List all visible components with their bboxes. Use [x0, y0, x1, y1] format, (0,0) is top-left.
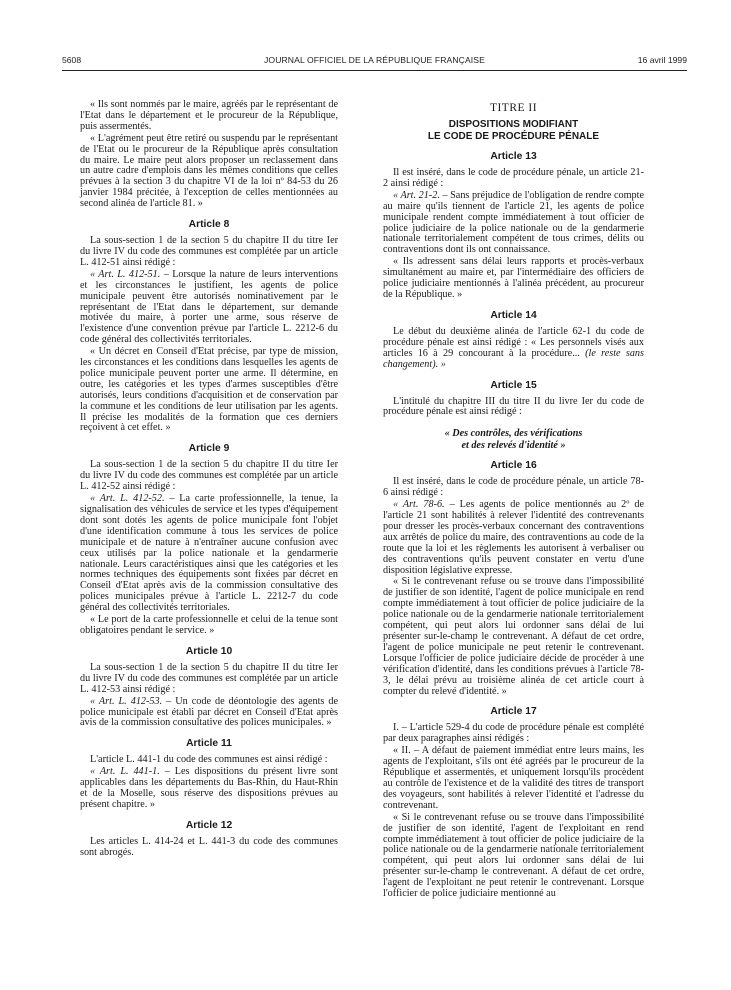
paragraph: « Le port de la carte professionnelle et celui de la tenue sont obligatoires pendant le service. »	[80, 614, 338, 636]
paragraph	[383, 327, 644, 371]
paragraph: « Si le contrevenant refuse ou se trouve dans l'impossibilité de justifier de son identité, l'agent de l'exploitant en rend compte immédiatement à tout officier de police judiciaire de la police nationale ou de la gendarmerie nationale territorialement compétent, qui peut alors lui ordonner sans délai de lui présenter sur-le-champ le contrevenant. A défaut de cet ordre, l'agent de l'exploitant ne peut retenir le contrevenant. Lorsque l'officier de police judiciaire mentionné au	[383, 811, 644, 900]
chapter-title-line: « Des contrôles, des vérifications	[444, 428, 583, 440]
article-heading: Article 16	[490, 460, 537, 472]
article-heading: Article 12	[185, 819, 233, 831]
paragraph: « Si le contrevenant refuse ou se trouve dans l'impossibilité de justifier de son identité, l'agent de police municipale en rend compte immédiatement à tout officier de police judiciaire de la police nationale ou de la gendarmerie nationale territorialement compétent, qui peut alors lui ordonner sans délai de lui présenter sur-le-champ le contrevenant. A défaut de cet ordre, l'agent de police municipale ne peut retenir le contrevenant. Lorsque l'officier de police judiciaire décide de procéder à une vérification d'identité, dans les conditions prévues à l'article 78-3, le délai prévu au troisième alinéa de cet article court à compter du relevé d'identité. »	[383, 576, 644, 697]
article-reference: « Art. L. 412-52.	[90, 493, 165, 505]
article-reference: « Art. L. 412-53.	[90, 695, 163, 707]
subtitle-line: LE CODE DE PROCÉDURE PÉNALE	[427, 130, 600, 142]
chapter-title	[383, 428, 644, 451]
paragraph-text: – Les dispositions du présent livre sont applicables dans les départements du Bas-Rhin, du Haut-Rhin et de la Moselle, sous réserve des dispositions prévues au présent chapitre. »	[80, 766, 338, 810]
paragraph: « Un décret en Conseil d'Etat précise, par type de mission, les circonstances et les conditions dans lesquelles les agents de police municipale peuvent porter une arme. Il détermine, en outre, les catégories et les types d'armes susceptibles d'être autorisés, leurs conditions d'acquisition et de conservation par la commune et les conditions de leur utilisation par les agents. Il précise les modalités de la formation que ces derniers reçoivent à cet effet. »	[80, 346, 338, 434]
page-header	[62, 55, 687, 69]
article-reference: « Art. L. 412-51.	[90, 268, 161, 280]
article-reference: « Art. 21-2.	[393, 189, 440, 201]
subtitle-line: DISPOSITIONS MODIFIANT	[448, 119, 579, 130]
right-column	[383, 100, 644, 901]
article-heading: Article 13	[490, 151, 537, 162]
header-rule	[62, 70, 687, 71]
article-reference: « Art. L. 441-1.	[90, 766, 160, 778]
article-heading: Article 15	[490, 379, 537, 391]
paragraph	[383, 191, 644, 256]
paragraph: La sous-section 1 de la section 5 du chapitre II du titre Ier du livre IV du code des communes est complétée par un article L. 412-51 ainsi rédigé :	[80, 235, 338, 268]
paragraph: L'article L. 441-1 du code des communes est ainsi rédigé :	[90, 754, 328, 766]
publication-date: 16 avril 1999	[637, 55, 687, 65]
article-heading: Article 17	[490, 706, 537, 718]
paragraph-text: – La carte professionnelle, la tenue, la signalisation des véhicules de service et les types d'équipement dont sont dotés les agents de police municipale font l'objet d'une identification commune à tous les services de police municipale et de nature à n'entraîner aucune confusion avec ceux utilisés par la police nationale et la gendarmerie nationale. Leurs caractéristiques ainsi que les catégories et les normes techniques des équipements sont fixées par décret en Conseil d'Etat après avis de la commission consultative des polices municipales prévue à l'article L. 2212-7 du code général des collectivités territoriales.	[80, 493, 338, 614]
page-number: 5608	[62, 55, 82, 65]
paragraph: Il est inséré, dans le code de procédure pénale, un article 21-2 ainsi rédigé :	[383, 167, 644, 189]
paragraph-text: – Lorsque la nature de leurs interventions et les circonstances le justifient, les agents de police municipale peuvent être autorisés nominativement par le représentant de l'Etat dans le département, sur demande motivée du maire, à porter une arme, sous réserve de l'existence d'une convention prévue par l'article L. 2212-6 du code général des collectivités territoriales.	[80, 268, 338, 346]
paragraph: La sous-section 1 de la section 5 du chapitre II du titre Ier du livre IV du code des communes est complétée par un article L. 412-52 ainsi rédigé :	[80, 459, 338, 493]
paragraph: « II. – A défaut de paiement immédiat entre leurs mains, les agents de l'exploitant, s'ils ont été agréés par le procureur de la République et assermentés, et uniquement lorsqu'ils procèdent au contrôle de l'existence et de la validité des titres de transport des voyageurs, sont habilités à relever l'identité et l'adresse du contrevenant.	[383, 745, 644, 811]
paragraph: « Ils adressent sans délai leurs rapports et procès-verbaux simultanément au maire et, par l'intermédiaire des officiers de police judiciaire mentionnés à l'alinéa précédent, au procureur de la République. »	[383, 256, 644, 300]
paragraph-text: – Un code de déontologie des agents de police municipale est établi par décret en Conseil d'Etat après avis de la commission consultative des polices municipales. »	[80, 695, 338, 729]
article-heading: Article 10	[185, 645, 233, 657]
paragraph-text: – Les agents de police mentionnés au 2º de l'article 21 sont habilités à relever l'identité des contrevenants pour dresser les procès-verbaux concernant des contraventions aux arrêtés de police du maire, des contraventions au code de la route que la loi et les règlements les autorisent à verbaliser ou des contraventions qu'ils peuvent constater en vertu d'une disposition législative expresse.	[383, 499, 644, 576]
paragraph	[383, 500, 644, 576]
left-column	[80, 100, 338, 860]
paragraph-text: Le début du deuxième alinéa de l'article 62-1 du code de procédure pénale est ainsi rédigé : « Les personnels visés aux articles 16 à 29 concourant à la procédure...	[383, 325, 644, 359]
chapter-title-line: et des relevés d'identité »	[461, 439, 566, 451]
reste-sans-changement: (le reste sans changement). »	[383, 347, 644, 370]
paragraph: Il est inséré, dans le code de procédure pénale, un article 78-6 ainsi rédigé :	[383, 476, 644, 499]
article-heading: Article 11	[186, 738, 232, 750]
paragraph: Les articles L. 414-24 et L. 441-3 du code des communes sont abrogés.	[80, 835, 338, 858]
article-heading: Article 9	[188, 443, 230, 455]
paragraph-text: – Sans préjudice de l'obligation de rendre compte au maire qu'ils tiennent de l'article 21, les agents de police municipale rendent compte immédiatement à tout officier de police judiciaire de la police nationale ou de la gendarmerie nationale territorialement compétent de tous crimes, délits ou contraventions dont ils ont connaissance.	[383, 189, 644, 256]
paragraph: « L'agrément peut être retiré ou suspendu par le représentant de l'Etat ou le procureur de la République après consultation du maire. Le maire peut alors proposer un reclassement dans un autre cadre d'emplois dans les mêmes conditions que celles prévues à la section 3 du chapitre VI de la loi nº 84-53 du 26 janvier 1984 précitée, à l'exception de celles mentionnées au second alinéa de l'article 81. »	[80, 132, 338, 210]
paragraph	[80, 270, 338, 346]
paragraph: « Ils sont nommés par le maire, agréés par le représentant de l'Etat dans le département et le procureur de la République, puis assermentés.	[80, 99, 338, 132]
paragraph: L'intitulé du chapitre III du titre II du livre Ier du code de procédure pénale est ainsi rédigé :	[383, 395, 644, 418]
paragraph	[80, 697, 338, 730]
titre-subtitle	[383, 119, 644, 142]
paragraph: I. – L'article 529-4 du code de procédure pénale est complété par deux paragraphes ainsi rédigés :	[383, 722, 644, 745]
article-heading: Article 8	[188, 219, 230, 231]
article-reference: « Art. 78-6.	[393, 499, 445, 511]
paragraph	[80, 767, 338, 811]
paragraph	[80, 494, 338, 614]
titre-heading: TITRE II	[489, 102, 538, 114]
paragraph: La sous-section 1 de la section 5 du chapitre II du titre Ier du livre IV du code des communes est complétée par un article L. 412-53 ainsi rédigé :	[80, 661, 338, 695]
journal-title: JOURNAL OFFICIEL DE LA RÉPUBLIQUE FRANÇAISE	[264, 55, 485, 65]
article-heading: Article 14	[490, 309, 537, 321]
